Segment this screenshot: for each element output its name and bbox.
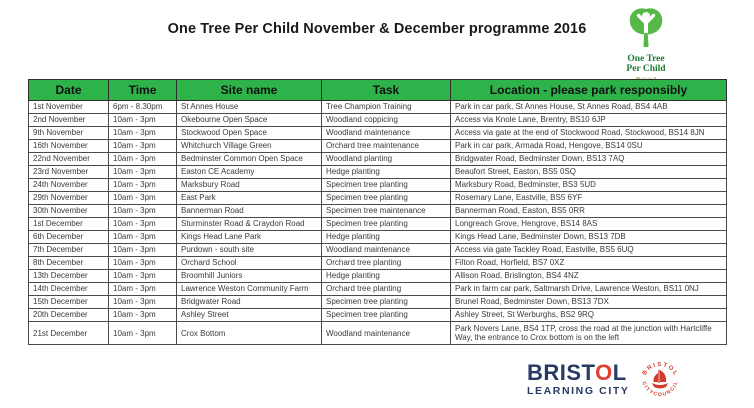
cell-date: 2nd November — [29, 114, 109, 127]
cell-site: Kings Head Lane Park — [177, 231, 322, 244]
cell-time: 10am - 3pm — [109, 322, 177, 345]
cell-task: Woodland planting — [322, 153, 451, 166]
header-time: Time — [109, 80, 177, 101]
cell-task: Woodland maintenance — [322, 244, 451, 257]
cell-site: Okebourne Open Space — [177, 114, 322, 127]
header-site-name: Site name — [177, 80, 322, 101]
cell-task: Specimen tree planting — [322, 192, 451, 205]
cell-time: 10am - 3pm — [109, 179, 177, 192]
cell-location: Access via Knole Lane, Brentry, BS10 6JP — [451, 114, 727, 127]
table-row — [29, 166, 727, 179]
cell-site: Bridgwater Road — [177, 296, 322, 309]
cell-location: Allison Road, Brislington, BS4 4NZ — [451, 270, 727, 283]
cell-date: 7th December — [29, 244, 109, 257]
cell-time: 10am - 3pm — [109, 296, 177, 309]
cell-time: 10am - 3pm — [109, 231, 177, 244]
cell-date: 8th December — [29, 257, 109, 270]
table-row — [29, 114, 727, 127]
cell-site: Crox Bottom — [177, 322, 322, 345]
cell-date: 1st November — [29, 101, 109, 114]
table-row — [29, 192, 727, 205]
programme-table — [28, 79, 727, 345]
cell-time: 10am - 3pm — [109, 192, 177, 205]
cell-time: 6pm - 8.30pm — [109, 101, 177, 114]
cell-task: Specimen tree planting — [322, 218, 451, 231]
blc-subtitle: LEARNING CITY — [527, 385, 630, 397]
cell-date: 21st December — [29, 322, 109, 345]
cell-task: Specimen tree planting — [322, 296, 451, 309]
cell-location: Access via gate Tackley Road, Eastville, BS5 6UQ — [451, 244, 727, 257]
cell-task: Orchard tree planting — [322, 283, 451, 296]
table-header-row — [29, 80, 727, 101]
cell-date: 15th December — [29, 296, 109, 309]
svg-text:C I T Y C O U N C I L — [640, 381, 679, 398]
cell-time: 10am - 3pm — [109, 205, 177, 218]
cell-site: Bedminster Common Open Space — [177, 153, 322, 166]
logo-text-line1: One Tree — [627, 54, 665, 64]
cell-task: Woodland maintenance — [322, 322, 451, 345]
header-task: Task — [322, 80, 451, 101]
cell-site: Sturminster Road & Craydon Road — [177, 218, 322, 231]
cell-date: 29th November — [29, 192, 109, 205]
table-row — [29, 218, 727, 231]
bristol-learning-city-logo — [527, 362, 629, 397]
cell-task: Specimen tree planting — [322, 309, 451, 322]
cell-site: Whitchurch Village Green — [177, 140, 322, 153]
table-row — [29, 127, 727, 140]
cell-date: 30th November — [29, 205, 109, 218]
table-row — [29, 322, 727, 345]
cell-task: Specimen tree maintenance — [322, 205, 451, 218]
table-row — [29, 283, 727, 296]
cell-location: Park Novers Lane, BS4 1TP, cross the road at the junction with Hartcliffe Way, the entrance to Crox bottom is on the left — [451, 322, 727, 345]
table-row — [29, 296, 727, 309]
cell-time: 10am - 3pm — [109, 309, 177, 322]
cell-task: Hedge planting — [322, 270, 451, 283]
schedule-table-body — [29, 101, 727, 345]
table-row — [29, 140, 727, 153]
council-arc-bottom-text: C I T Y C O U N C I L — [640, 380, 680, 399]
blc-red-o: O — [595, 360, 613, 385]
cell-time: 10am - 3pm — [109, 218, 177, 231]
cell-task: Tree Champion Training — [322, 101, 451, 114]
cell-site: Purdown - south site — [177, 244, 322, 257]
cell-date: 22nd November — [29, 153, 109, 166]
cell-date: 14th December — [29, 283, 109, 296]
cell-date: 16th November — [29, 140, 109, 153]
cell-time: 10am - 3pm — [109, 270, 177, 283]
cell-location: Bridgwater Road, Bedminster Down, BS13 7AQ — [451, 153, 727, 166]
cell-location: Marksbury Road, Bedminster, BS3 5UD — [451, 179, 727, 192]
cell-location: Beaufort Street, Easton, BS5 0SQ — [451, 166, 727, 179]
council-ship-icon — [652, 370, 668, 389]
cell-task: Woodland maintenance — [322, 127, 451, 140]
cell-task: Orchard tree planting — [322, 257, 451, 270]
council-arc-top-text: B R I S T O L — [641, 361, 679, 377]
cell-date: 9th November — [29, 127, 109, 140]
cell-location: Rosemary Lane, Eastville, BS5 6YF — [451, 192, 727, 205]
cell-time: 10am - 3pm — [109, 153, 177, 166]
table-row — [29, 257, 727, 270]
table-row — [29, 309, 727, 322]
bristol-city-council-logo — [636, 356, 684, 404]
cell-location: Park in car park, St Annes House, St Annes Road, BS4 4AB — [451, 101, 727, 114]
cell-site: Lawrence Weston Community Farm — [177, 283, 322, 296]
cell-date: 6th December — [29, 231, 109, 244]
table-row — [29, 244, 727, 257]
cell-location: Ashley Street, St Werburghs, BS2 9RQ — [451, 309, 727, 322]
cell-task: Hedge planting — [322, 166, 451, 179]
cell-time: 10am - 3pm — [109, 257, 177, 270]
cell-time: 10am - 3pm — [109, 283, 177, 296]
cell-location: Park in farm car park, Saltmarsh Drive, Lawrence Weston, BS11 0NJ — [451, 283, 727, 296]
table-row — [29, 270, 727, 283]
one-tree-per-child-logo — [606, 7, 686, 84]
page-title: One Tree Per Child November & December programme 2016 — [167, 21, 587, 37]
cell-time: 10am - 3pm — [109, 114, 177, 127]
cell-date: 24th November — [29, 179, 109, 192]
cell-time: 10am - 3pm — [109, 166, 177, 179]
cell-location: Brunel Road, Bedminster Down, BS13 7DX — [451, 296, 727, 309]
cell-location: Access via gate at the end of Stockwood Road, Stockwood, BS14 8JN — [451, 127, 727, 140]
cell-time: 10am - 3pm — [109, 127, 177, 140]
cell-time: 10am - 3pm — [109, 140, 177, 153]
cell-date: 20th December — [29, 309, 109, 322]
cell-site: Easton CE Academy — [177, 166, 322, 179]
cell-site: Stockwood Open Space — [177, 127, 322, 140]
table-row — [29, 101, 727, 114]
cell-location: Kings Head Lane, Bedminster Down, BS13 7DB — [451, 231, 727, 244]
cell-site: Broomhill Juniors — [177, 270, 322, 283]
cell-location: Bannerman Road, Easton, BS5 0RR — [451, 205, 727, 218]
cell-date: 23rd November — [29, 166, 109, 179]
cell-site: Orchard School — [177, 257, 322, 270]
table-row — [29, 179, 727, 192]
table-row — [29, 153, 727, 166]
cell-site: East Park — [177, 192, 322, 205]
header-date: Date — [29, 80, 109, 101]
cell-task: Specimen tree planting — [322, 179, 451, 192]
cell-site: Marksbury Road — [177, 179, 322, 192]
cell-location: Park in car park, Armada Road, Hengove, BS14 0SU — [451, 140, 727, 153]
cell-date: 1st December — [29, 218, 109, 231]
cell-site: Bannerman Road — [177, 205, 322, 218]
cell-site: Ashley Street — [177, 309, 322, 322]
blc-wordmark: BRISTOL — [527, 360, 627, 385]
table-row — [29, 205, 727, 218]
header-location: Location - please park responsibly — [451, 80, 727, 101]
cell-time: 10am - 3pm — [109, 244, 177, 257]
tree-person-icon — [625, 7, 667, 49]
cell-task: Woodland coppicing — [322, 114, 451, 127]
cell-location: Longreach Grove, Hengrove, BS14 8AS — [451, 218, 727, 231]
table-row — [29, 231, 727, 244]
cell-task: Orchard tree maintenance — [322, 140, 451, 153]
cell-location: Filton Road, Horfield, BS7 0XZ — [451, 257, 727, 270]
cell-site: St Annes House — [177, 101, 322, 114]
cell-date: 13th December — [29, 270, 109, 283]
cell-task: Hedge planting — [322, 231, 451, 244]
logo-text-line2: Per Child — [626, 64, 666, 75]
